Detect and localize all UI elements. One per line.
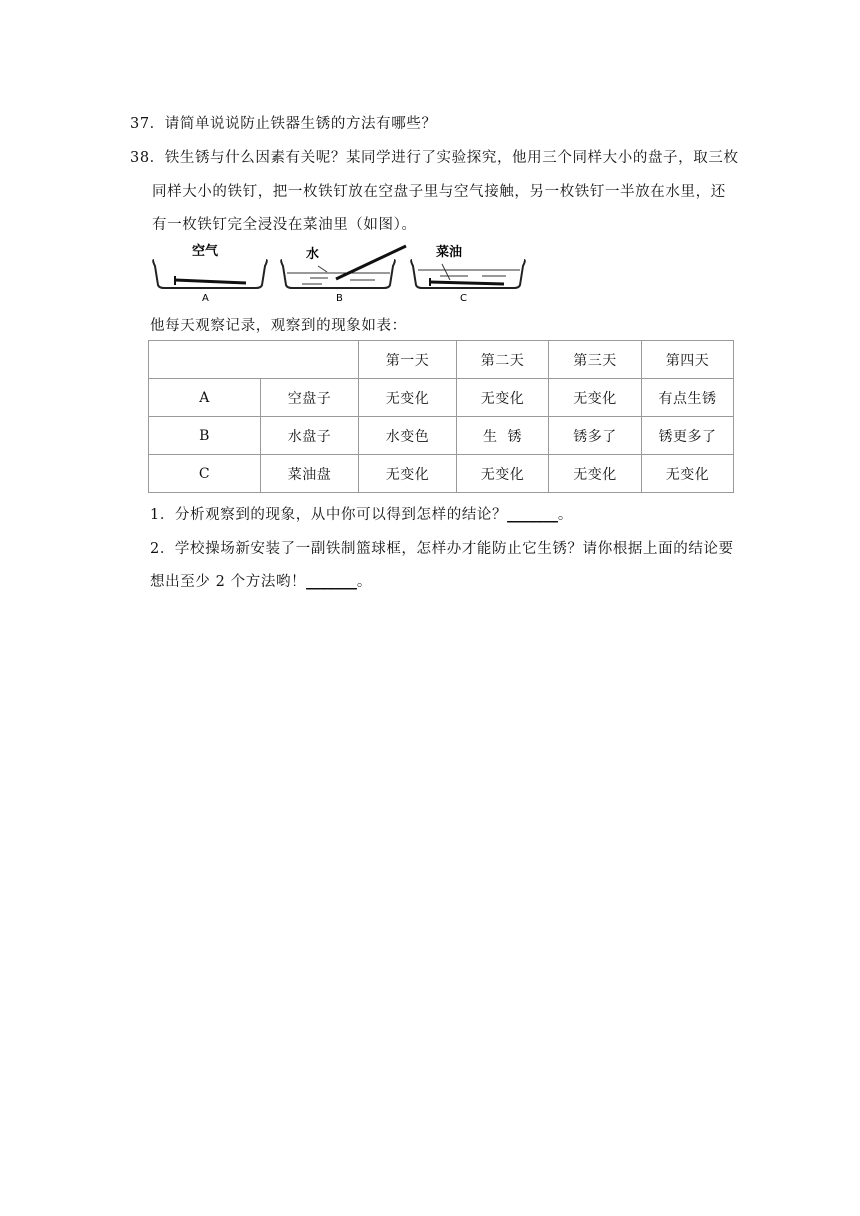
cell-day-1: 水变色	[359, 417, 457, 455]
dish-a-label: 空气	[192, 244, 219, 259]
cell-day-4: 无变化	[642, 455, 734, 493]
sub-question-2-end: 。	[356, 574, 373, 590]
sub-question-2-text: 想出至少 2 个方法哟！	[150, 574, 307, 590]
row-id: C	[149, 455, 261, 493]
row-id: A	[149, 379, 261, 417]
sub-question-1	[150, 503, 573, 524]
dish-b-label: 水	[306, 247, 320, 262]
cell-day-2: 生 锈	[457, 417, 549, 455]
table-row	[149, 379, 734, 417]
observation-table	[148, 340, 734, 493]
question-38-line-3: 有一枚铁钉完全浸没在菜油里（如图）。	[152, 217, 417, 233]
row-dish: 水盘子	[261, 417, 359, 455]
sub-question-2-line-1: 2．学校操场新安装了一副铁制篮球框，怎样办才能防止它生锈？请你根据上面的结论要	[150, 541, 734, 557]
nail-a	[175, 280, 246, 283]
dish-a-letter: A	[202, 293, 209, 304]
experiment-figure	[150, 240, 530, 306]
question-37: 37．请简单说说防止铁器生锈的方法有哪些？	[130, 116, 437, 132]
answer-blank-2[interactable]: _______	[306, 573, 357, 590]
question-38-line-1: 38．铁生锈与什么因素有关呢？某同学进行了实验探究，他用三个同样大小的盘子，取三枚	[130, 150, 739, 166]
cell-day-2: 无变化	[457, 455, 549, 493]
header-day-2: 第二天	[457, 341, 549, 379]
dish-c-letter: C	[460, 293, 467, 304]
nail-c	[430, 282, 504, 284]
cell-day-3: 无变化	[549, 455, 642, 493]
header-day-4: 第四天	[642, 341, 734, 379]
experiment-dishes-drawing	[150, 240, 530, 306]
dish-c-label: 菜油	[436, 245, 463, 260]
cell-day-1: 无变化	[359, 455, 457, 493]
header-day-1: 第一天	[359, 341, 457, 379]
table-header-row	[149, 341, 734, 379]
dish-a	[153, 243, 267, 304]
table-row	[149, 417, 734, 455]
cell-day-1: 无变化	[359, 379, 457, 417]
row-dish: 菜油盘	[261, 455, 359, 493]
dish-c	[411, 244, 525, 304]
row-id: B	[149, 417, 261, 455]
cell-day-4: 有点生锈	[642, 379, 734, 417]
table-row	[149, 455, 734, 493]
table-intro: 他每天观察记录，观察到的现象如表：	[150, 318, 407, 334]
cell-day-3: 无变化	[549, 379, 642, 417]
dish-b-letter: B	[336, 293, 343, 304]
row-dish: 空盘子	[261, 379, 359, 417]
cell-day-2: 无变化	[457, 379, 549, 417]
cell-day-3: 锈多了	[549, 417, 642, 455]
header-empty	[149, 341, 359, 379]
answer-blank-1[interactable]: _______	[507, 506, 558, 523]
dish-b	[281, 246, 406, 304]
sub-question-2-line-2	[150, 570, 372, 591]
sub-question-1-text: 1．分析观察到的现象，从中你可以得到怎样的结论？	[150, 507, 508, 523]
header-day-3: 第三天	[549, 341, 642, 379]
sub-question-1-end: 。	[557, 507, 573, 523]
cell-day-4: 锈更多了	[642, 417, 734, 455]
question-38-line-2: 同样大小的铁钉，把一枚铁钉放在空盘子里与空气接触，另一枚铁钉一半放在水里，还	[152, 184, 726, 200]
